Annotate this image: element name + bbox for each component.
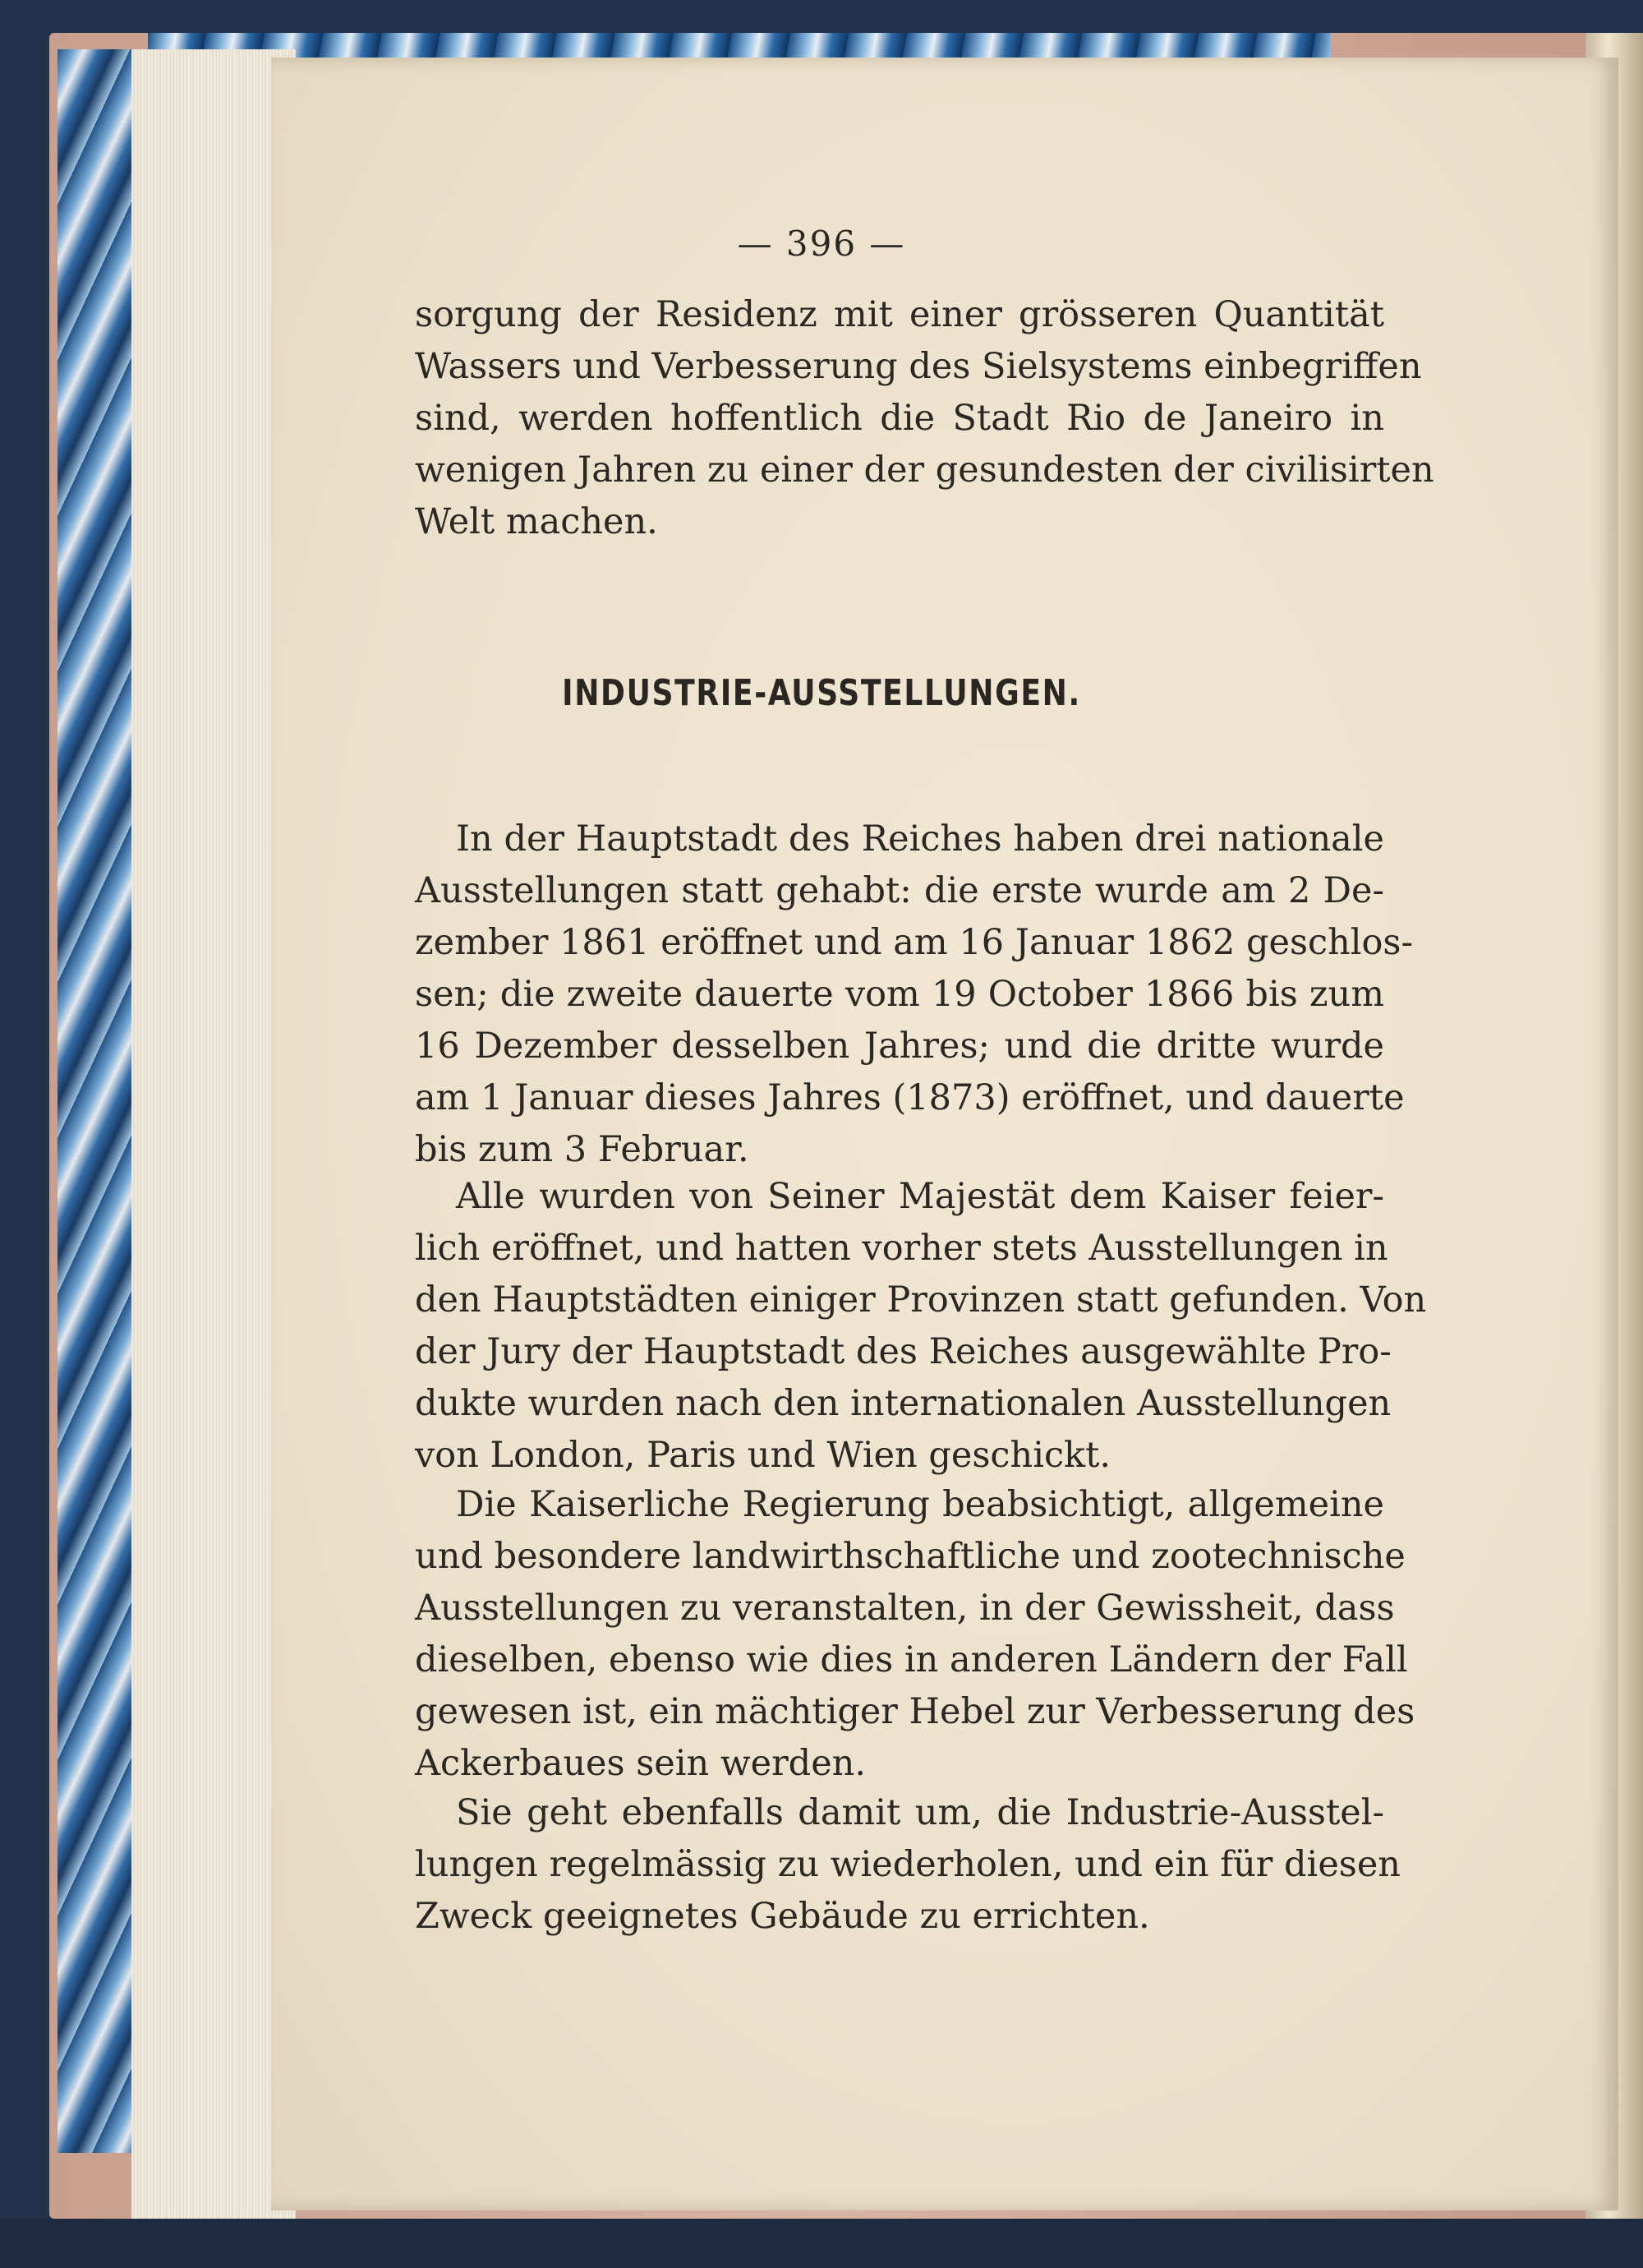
text-line: am 1 Januar dieses Jahres (1873) eröffnet, und dauerte [415,1077,1405,1118]
text-line: Welt machen. [415,501,658,542]
text-line: Zweck geeignetes Gebäude zu errichten. [415,1896,1150,1937]
text-line: bis zum 3 Februar. [415,1129,749,1170]
paragraph-1 [415,289,1434,548]
text-line: dukte wurden nach den internationalen Ausstellungen [415,1383,1392,1424]
paragraph-4 [415,1479,1415,1790]
text-line: dieselben, ebenso wie dies in anderen Ländern der Fall [415,1639,1408,1680]
text-line: sen; die zweite dauerte vom 19 October 1866 bis zum [415,974,1384,1015]
text-line: In der Hauptstadt des Reiches haben drei nationale [456,818,1384,860]
text-line: gewesen ist, ein mächtiger Hebel zur Verbesserung des [415,1691,1415,1732]
text-line: Ausstellungen zu veranstalten, in der Gewissheit, dass [415,1588,1395,1629]
text-line: lich eröffnet, und hatten vorher stets Ausstellungen in [415,1228,1388,1269]
text-line: zember 1861 eröffnet und am 16 Januar 1862 geschlos- [415,922,1414,963]
scan-background [0,2219,1643,2268]
text-line: Ackerbaues sein werden. [415,1743,867,1784]
text-line: der Jury der Hauptstadt des Reiches ausgewählte Pro- [415,1331,1392,1372]
text-line: Ausstellungen statt gehabt: die erste wurde am 2 De- [415,870,1384,911]
text-line: von London, Paris und Wien geschickt. [415,1435,1111,1476]
text-line: Wassers und Verbesserung des Sielsystems einbegriffen [415,346,1422,387]
text-line: wenigen Jahren zu einer der gesundesten der civilisirten [415,449,1434,491]
page-number: — 396 — [737,224,906,264]
paragraph-2 [415,814,1414,1176]
paragraph-5 [415,1787,1401,1943]
text-line: 16 Dezember desselben Jahres; und die dritte wurde [415,1026,1384,1067]
text-line: Die Kaiserliche Regierung beabsichtigt, allgemeine [456,1484,1384,1525]
paragraph-3 [415,1171,1427,1482]
text-line: sorgung der Residenz mit einer grösseren Quantität [415,294,1384,335]
section-heading: INDUSTRIE-AUSSTELLUNGEN. [562,672,1081,714]
text-line: Sie geht ebenfalls damit um, die Industrie-Ausstel- [456,1792,1384,1833]
text-line: Alle wurden von Seiner Majestät dem Kaiser feier- [456,1176,1384,1217]
text-line: und besondere landwirthschaftliche und zootechnische [415,1536,1406,1577]
text-line: sind, werden hoffentlich die Stadt Rio de Janeiro in [415,398,1384,439]
text-line: den Hauptstädten einiger Provinzen statt gefunden. Von [415,1279,1427,1321]
text-line: lungen regelmässig zu wiederholen, und ein für diesen [415,1844,1401,1885]
